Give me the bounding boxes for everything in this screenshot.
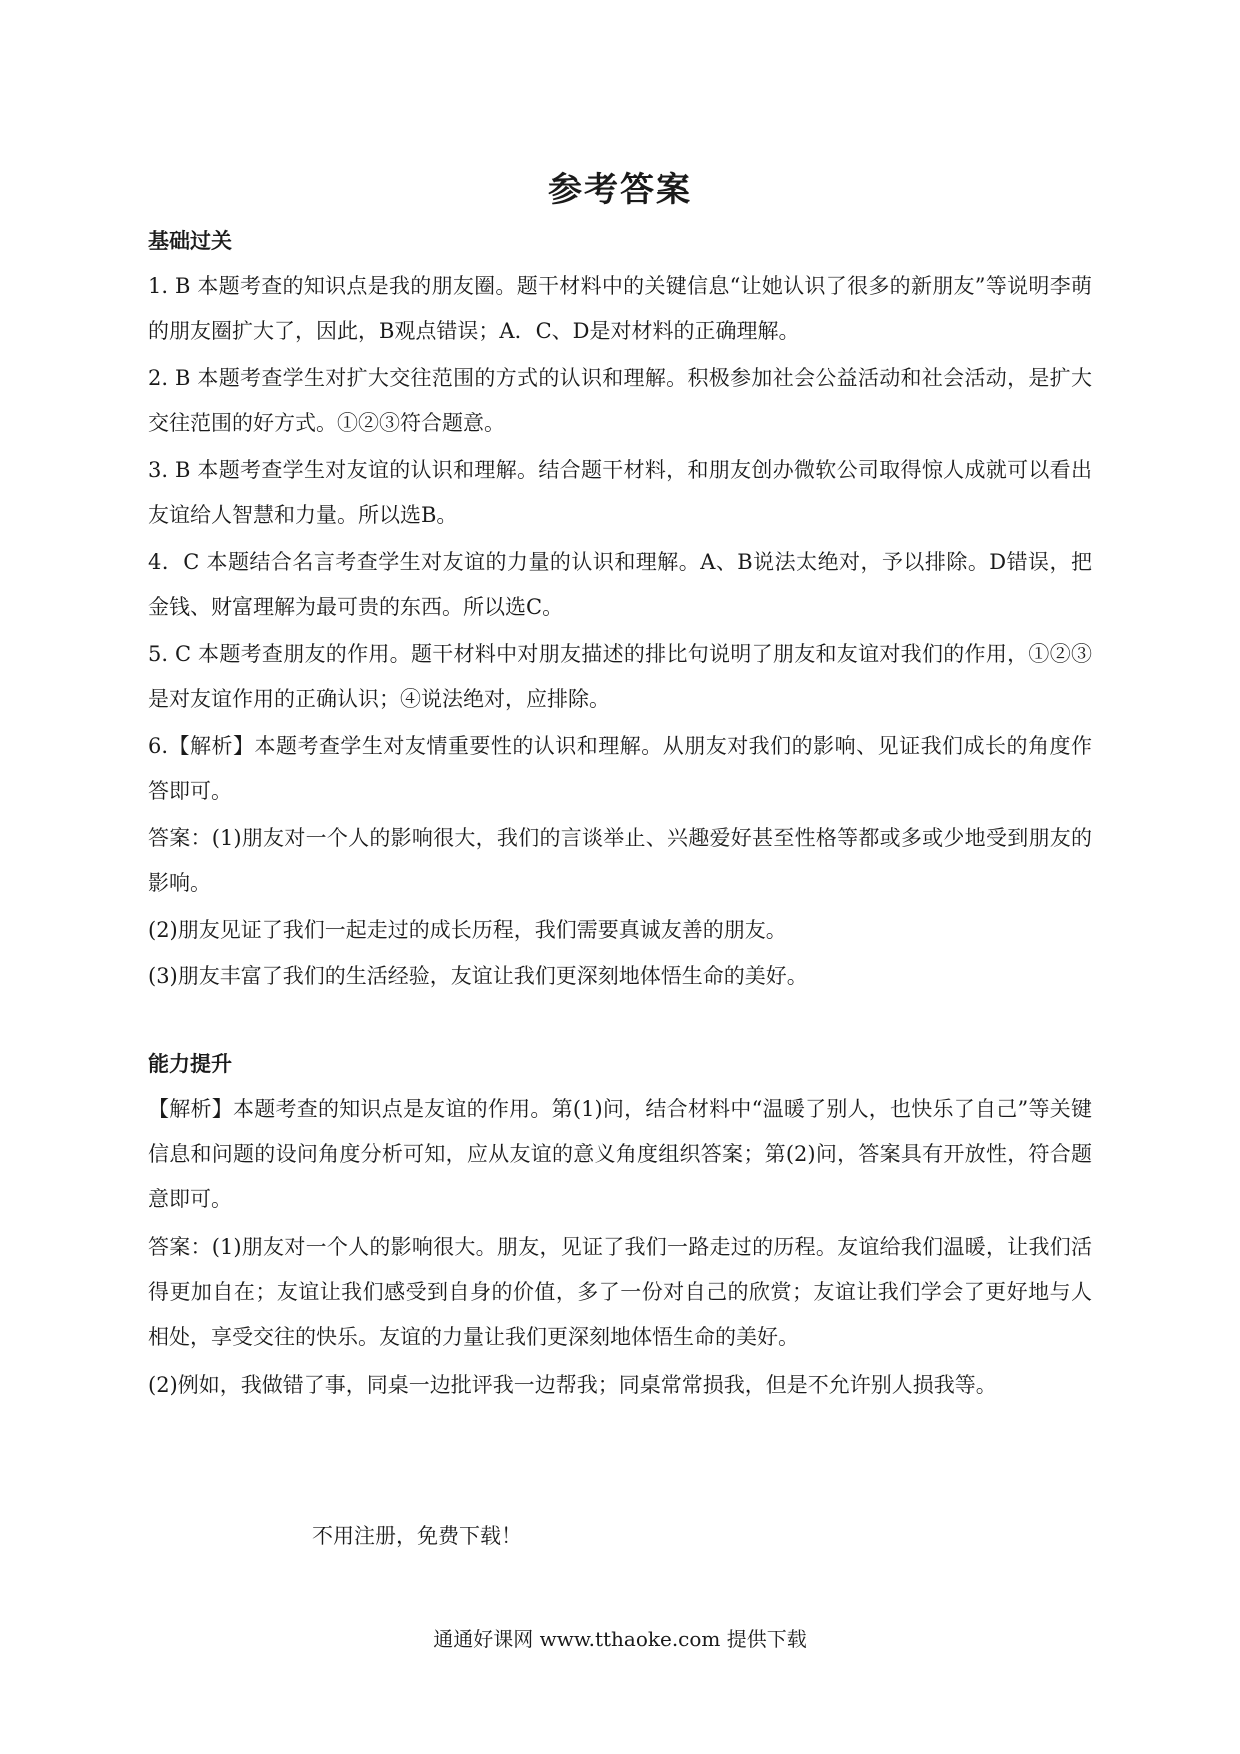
answer-1: 1. B 本题考查的知识点是我的朋友圈。题干材料中的关键信息“让她认识了很多的新朋友”等说明李萌的朋友圈扩大了，因此，B观点错误；A．C、D是对材料的正确理解。 (148, 274, 1092, 343)
advanced-analysis: 【解析】本题考查的知识点是友谊的作用。第(1)问，结合材料中“温暖了别人，也快乐了自己”等关键信息和问题的设问角度分析可知，应从友谊的意义角度组织答案；第(2)问，答案具有开放性，符合题意即可。 (148, 1097, 1092, 1211)
answer-3: 3. B 本题考查学生对友谊的认识和理解。结合题干材料，和朋友创办微软公司取得惊人成就可以看出友谊给人智慧和力量。所以选B。 (148, 458, 1092, 527)
answer-6-analysis: 6.【解析】本题考查学生对友情重要性的认识和理解。从朋友对我们的影响、见证我们成长的角度作答即可。 (148, 734, 1092, 803)
advanced-answer-1: 答案：(1)朋友对一个人的影响很大。朋友，见证了我们一路走过的历程。友谊给我们温暖，让我们活得更加自在；友谊让我们感受到自身的价值，多了一份对自己的欣赏；友谊让我们学会了更好地与人相处，享受交往的快乐。友谊的力量让我们更深刻地体悟生命的美好。 (148, 1235, 1092, 1349)
page-title: 参考答案 (548, 170, 692, 210)
download-note: 不用注册，免费下载！ (312, 1524, 522, 1548)
page-footer: 通通好课网 www.tthaoke.com 提供下载 (433, 1627, 807, 1651)
answer-4: 4．C 本题结合名言考查学生对友谊的力量的认识和理解。A、B说法太绝对，予以排除。D错误，把金钱、财富理解为最可贵的东西。所以选C。 (148, 550, 1092, 619)
answer-6-part-1: 答案：(1)朋友对一个人的影响很大，我们的言谈举止、兴趣爱好甚至性格等都或多或少地受到朋友的影响。 (148, 826, 1092, 895)
answer-5: 5. C 本题考查朋友的作用。题干材料中对朋友描述的排比句说明了朋友和友谊对我们的作用，①②③是对友谊作用的正确认识；④说法绝对，应排除。 (148, 642, 1092, 711)
answer-6-part-3: (3)朋友丰富了我们的生活经验，友谊让我们更深刻地体悟生命的美好。 (148, 964, 808, 988)
answer-2: 2. B 本题考查学生对扩大交往范围的方式的认识和理解。积极参加社会公益活动和社会活动，是扩大交往范围的好方式。①②③符合题意。 (148, 366, 1092, 435)
advanced-answer-2: (2)例如，我做错了事，同桌一边批评我一边帮我；同桌常常损我，但是不允许别人损我等。 (148, 1373, 997, 1397)
answer-6-part-2: (2)朋友见证了我们一起走过的成长历程，我们需要真诚友善的朋友。 (148, 918, 787, 942)
section-heading-basic: 基础过关 (148, 228, 232, 253)
section-heading-advanced: 能力提升 (148, 1051, 232, 1076)
